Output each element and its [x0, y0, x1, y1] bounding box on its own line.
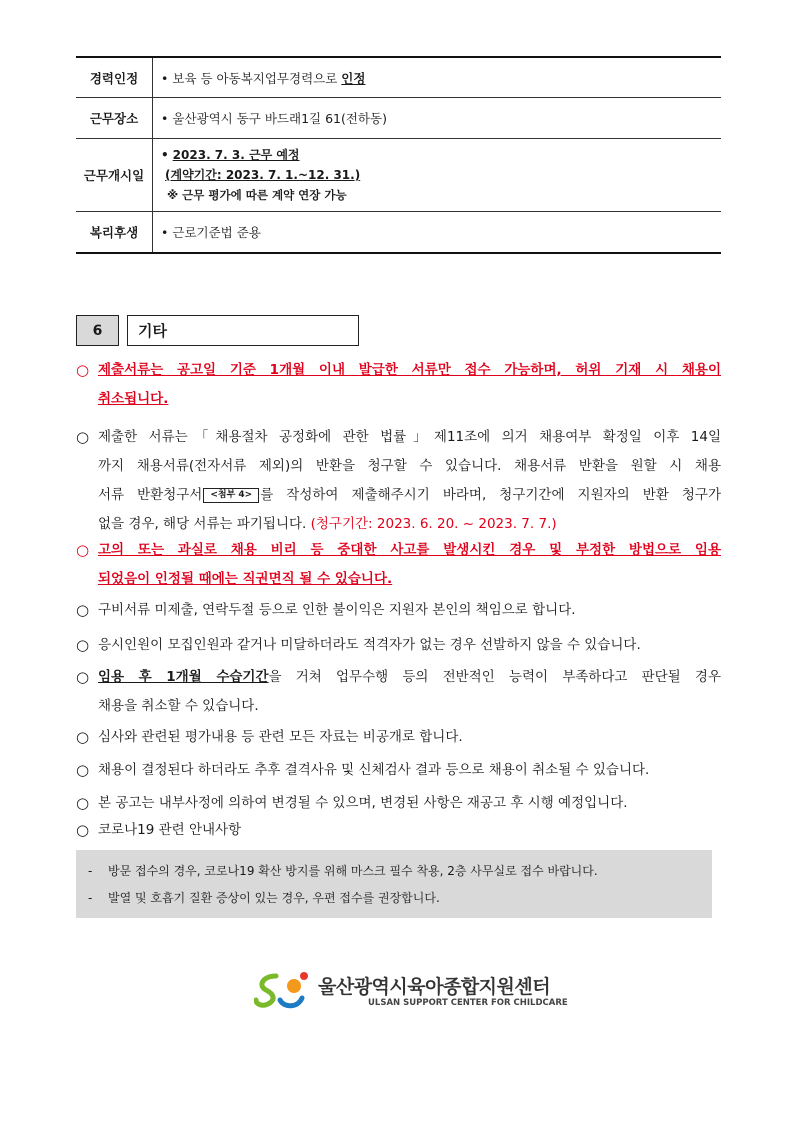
claim-period-text: (청구기간: 2023. 6. 20. ~ 2023. 7. 7.) [310, 516, 557, 532]
notice-item: ○ 구비서류 미제출, 연락두절 등으로 인한 불이익은 지원자 본인의 책임으로 합니다. [76, 601, 576, 619]
notice-item: ○ 응시인원이 모집인원과 같거나 미달하더라도 적격자가 없는 경우 선발하지 않을 수 있습니다. [76, 636, 641, 654]
career-recognized-text: 인정 [341, 70, 366, 86]
notice-item: ○ 코로나19 관련 안내사항 [76, 821, 242, 839]
row-value-workplace: • 울산광역시 동구 바드래1길 61(전하동) [153, 98, 722, 139]
notice-item: ○ 고의 또는 과실로 채용 비리 등 중대한 사고를 발생시킨 경우 및 부정한 방법으로 임용 되었음이 인정될 때에는 직권면직 될 수 있습니다. [76, 541, 721, 587]
row-value-start-date: • 2023. 7. 3. 근무 예정 (계약기간: 2023. 7. 1.~12. 31.) ※ 근무 평가에 따른 계약 연장 가능 [153, 139, 722, 212]
notice-item: ○ 제출서류는 공고일 기준 1개월 이내 발급한 서류만 접수 가능하며, 허위 기재 시 채용이 취소됩니다. [76, 361, 721, 407]
start-date-text: 2023. 7. 3. 근무 예정 [172, 148, 300, 162]
contract-period-text: (계약기간: 2023. 7. 1.~12. 31.) [165, 168, 361, 182]
section-title: 기타 [127, 315, 359, 346]
table-row [76, 98, 721, 139]
section-number: 6 [76, 315, 119, 346]
row-label-workplace: 근무장소 [76, 98, 153, 139]
table-row [76, 57, 721, 98]
row-value-career: • 보육 등 아동복지업무경력으로 인정 [153, 57, 722, 98]
row-label-benefits: 복리후생 [76, 212, 153, 254]
attachment-tag: <첨부 4> [203, 488, 259, 503]
notice-item: ○ 본 공고는 내부사정에 의하여 변경될 수 있으며, 변경된 사항은 재공고 후 시행 예정입니다. [76, 794, 628, 812]
row-label-career: 경력인정 [76, 57, 153, 98]
notice-item: ○ 심사와 관련된 평가내용 등 관련 모든 자료는 비공개로 합니다. [76, 728, 463, 746]
org-name: 울산광역시육아종합지원센터 [318, 976, 551, 998]
table-row [76, 212, 721, 254]
notice-item: ○ 임용 후 1개월 수습기간을 거쳐 업무수행 등의 전반적인 능력이 부족하다고 판단될 경우 채용을 취소할 수 있습니다. [76, 668, 721, 714]
contract-extension-note: ※ 근무 평가에 따른 계약 연장 가능 [167, 188, 347, 202]
row-value-benefits: • 근로기준법 준용 [153, 212, 722, 254]
covid-info-box: - 방문 접수의 경우, 코로나19 확산 방지를 위해 마스크 필수 착용, 2층 사무실로 접수 바랍니다. - 발열 및 호흡기 질환 증상이 있는 경우, 우편 접수를 권장합니다. [76, 850, 712, 918]
notice-item: ○ 채용이 결정된다 하더라도 추후 결격사유 및 신체검사 결과 등으로 채용이 취소될 수 있습니다. [76, 761, 650, 779]
info-table [76, 56, 721, 254]
table-row [76, 139, 721, 212]
notice-item: ○ 제출한 서류는「채용절차 공정화에 관한 법률」제11조에 의거 채용여부 확정일 이후 14일 까지 채용서류(전자서류 제외)의 반환을 청구할 수 있습니다. 채용서류 반환을 원할 시 채용 서류 반환청구서 <첨부 4> 를 작성하여 제출해주시기 바라며, 청구기간에 지원자의 반환 청구가 없을 경우, 해당 서류는 파기됩니다. (청구기간: 2023. 6. 20. ~ 2023. 7. 7.) [76, 428, 722, 532]
row-label-start-date: 근무개시일 [76, 139, 153, 212]
org-name-english: ULSAN SUPPORT CENTER FOR CHILDCARE [368, 998, 568, 1008]
probation-text: 임용 후 1개월 수습기간 [98, 669, 269, 685]
